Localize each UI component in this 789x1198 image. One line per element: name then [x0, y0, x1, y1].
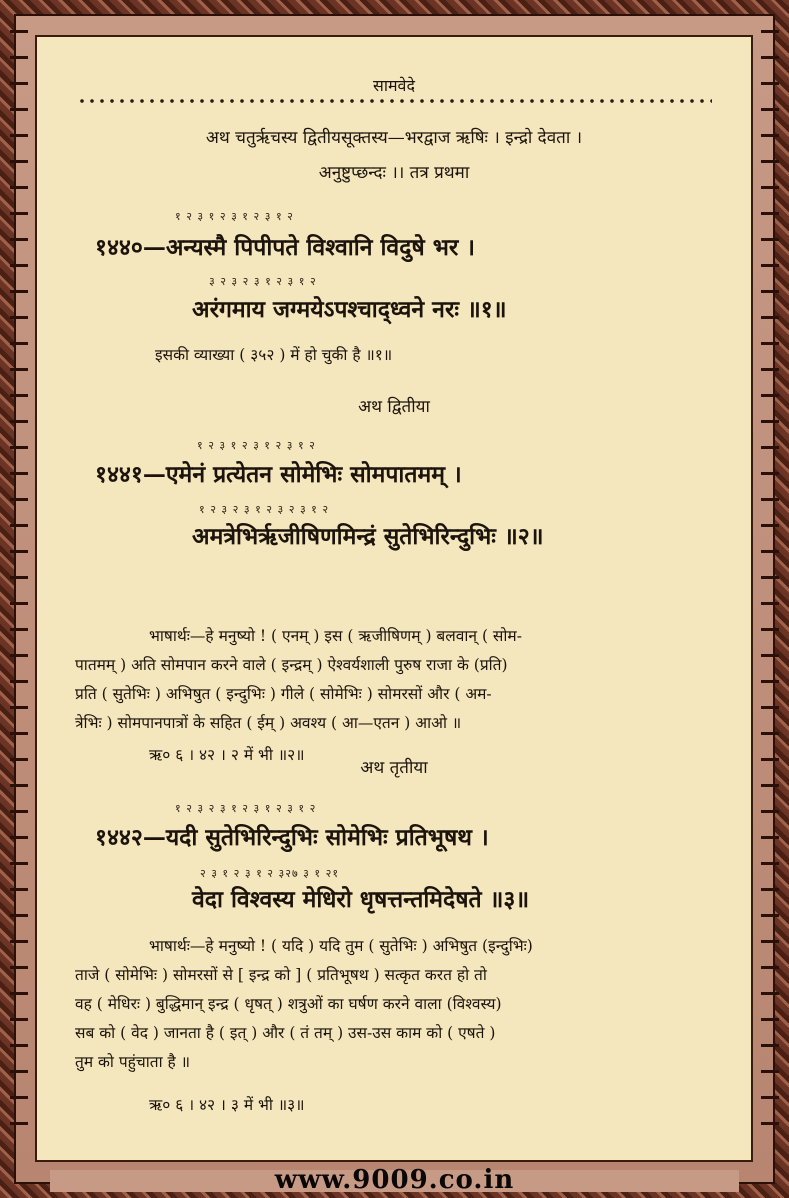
heading-dvitiya: अथ द्वितीया	[358, 397, 430, 417]
mantra-1441-line-1: १४४१—एमेनं प्रत्येतन सोमेभिः सोमपातमम् ।	[95, 461, 462, 488]
accent-marks: १ २ ३ १ २ ३ १ २ ३ १ २	[197, 439, 316, 452]
mantra-1441-line-2: अमत्रेभिर्ऋजीषिणमिन्द्रं सुतेभिरिन्दुभिः ॥२॥	[192, 523, 544, 550]
heading-tritiya: अथ तृतीया	[360, 758, 428, 778]
website-url[interactable]: www.9009.co.in	[274, 1165, 515, 1195]
bhashartha-1442-line-1: भाषार्थः—हे मनुष्यो ! ( यदि ) यदि तुम ( सुतेभिः ) अभिषुत (इन्दुभिः)	[149, 937, 533, 955]
accent-marks: २ ३ १ २ ३ १ २ ३२७ ३ १ २१	[200, 867, 340, 880]
accent-marks: १ २ ३ १ २ ३ १ २ ३ १ २	[175, 210, 294, 223]
mantra-1440-note: इसकी व्याख्या ( ३५२ ) में हो चुकी है ॥१॥	[155, 346, 393, 364]
mantra-1442-line-1: १४४२—यदी सुतेभिरिन्दुभिः सोमेभिः प्रतिभूषथ ।	[95, 824, 489, 851]
intro-line-1: अथ चतुर्ऋचस्य द्वितीयसूक्तस्य—भरद्वाज ऋषिः । इन्द्रो देवता ।	[205, 128, 583, 148]
rigveda-reference: ऋ० ६ । ४२ । २ में भी ॥२॥	[149, 746, 305, 764]
left-ornament	[10, 30, 28, 1138]
bhashartha-1442-line-3: वह ( मेधिरः ) बुद्धिमान् इन्द्र ( धृषत् ) शत्रुओं का घर्षण करने वाला (विश्वस्य)	[75, 995, 502, 1013]
bhashartha-1441-line-2: पातमम् ) अति सोमपान करने वाले ( इन्द्रम् ) ऐश्वर्यशाली पुरुष राजा के (प्रति)	[75, 656, 508, 674]
rigveda-reference: ऋ० ६ । ४२ । ३ में भी ॥३॥	[149, 1096, 305, 1114]
mantra-1440-line-2: अरंगमाय जग्मयेऽपश्चाद्ध्वने नरः ॥१॥	[192, 296, 507, 323]
bhashartha-1442-line-2: ताजे ( सोमेभिः ) सोमरसों से [ इन्द्र को ] ( प्रतिभूषथ ) सत्कृत करत हो तो	[75, 966, 487, 984]
bhashartha-1441-line-1: भाषार्थः—हे मनुष्यो ! ( एनम् ) इस ( ऋजीषिणम् ) बलवान् ( सोम-	[149, 627, 522, 645]
bhashartha-1442-line-4: सब को ( वेद ) जानता है ( इत् ) और ( तं तम् ) उस-उस काम को ( एषते )	[75, 1024, 496, 1042]
bhashartha-1441-line-3: प्रति ( सुतेभिः ) अभिषुत ( इन्दुभिः ) गीले ( सोमेभिः ) सोमरसों और ( अम-	[75, 685, 492, 703]
bhashartha-1442-line-5: तुम को पहुंचाता है ॥	[75, 1053, 190, 1071]
bhashartha-1441-line-4: त्रेभिः ) सोमपानपात्रों के सहित ( ईम् ) अवश्य ( आ—एतन ) आओ ॥	[75, 714, 462, 732]
intro-line-2: अनुष्टुप्छन्दः ।। तत्र प्रथमा	[318, 163, 470, 183]
accent-marks: ३ २ ३ २ ३ १ २ ३ १ २	[209, 275, 317, 288]
right-ornament	[761, 30, 779, 1138]
scripture-page	[35, 35, 753, 1162]
bleed-through-text	[57, 229, 62, 247]
page-header: सामवेदे	[373, 76, 415, 95]
accent-marks: १ २ ३ २ ३ १ २ ३ २ ३ १ २	[199, 503, 330, 516]
accent-marks: १ २ ३ २ ३ १ २ ३ १ २ ३ १ २	[175, 802, 317, 815]
mantra-1440-line-1: १४४०—अन्यस्मै पिपीपते विश्वानि विदुषे भर ।	[95, 234, 476, 261]
header-dotted-rule	[77, 97, 712, 105]
mantra-1442-line-2: वेदा विश्वस्य मेधिरो धृषत्तन्तमिदेषते ॥३॥	[192, 886, 530, 913]
